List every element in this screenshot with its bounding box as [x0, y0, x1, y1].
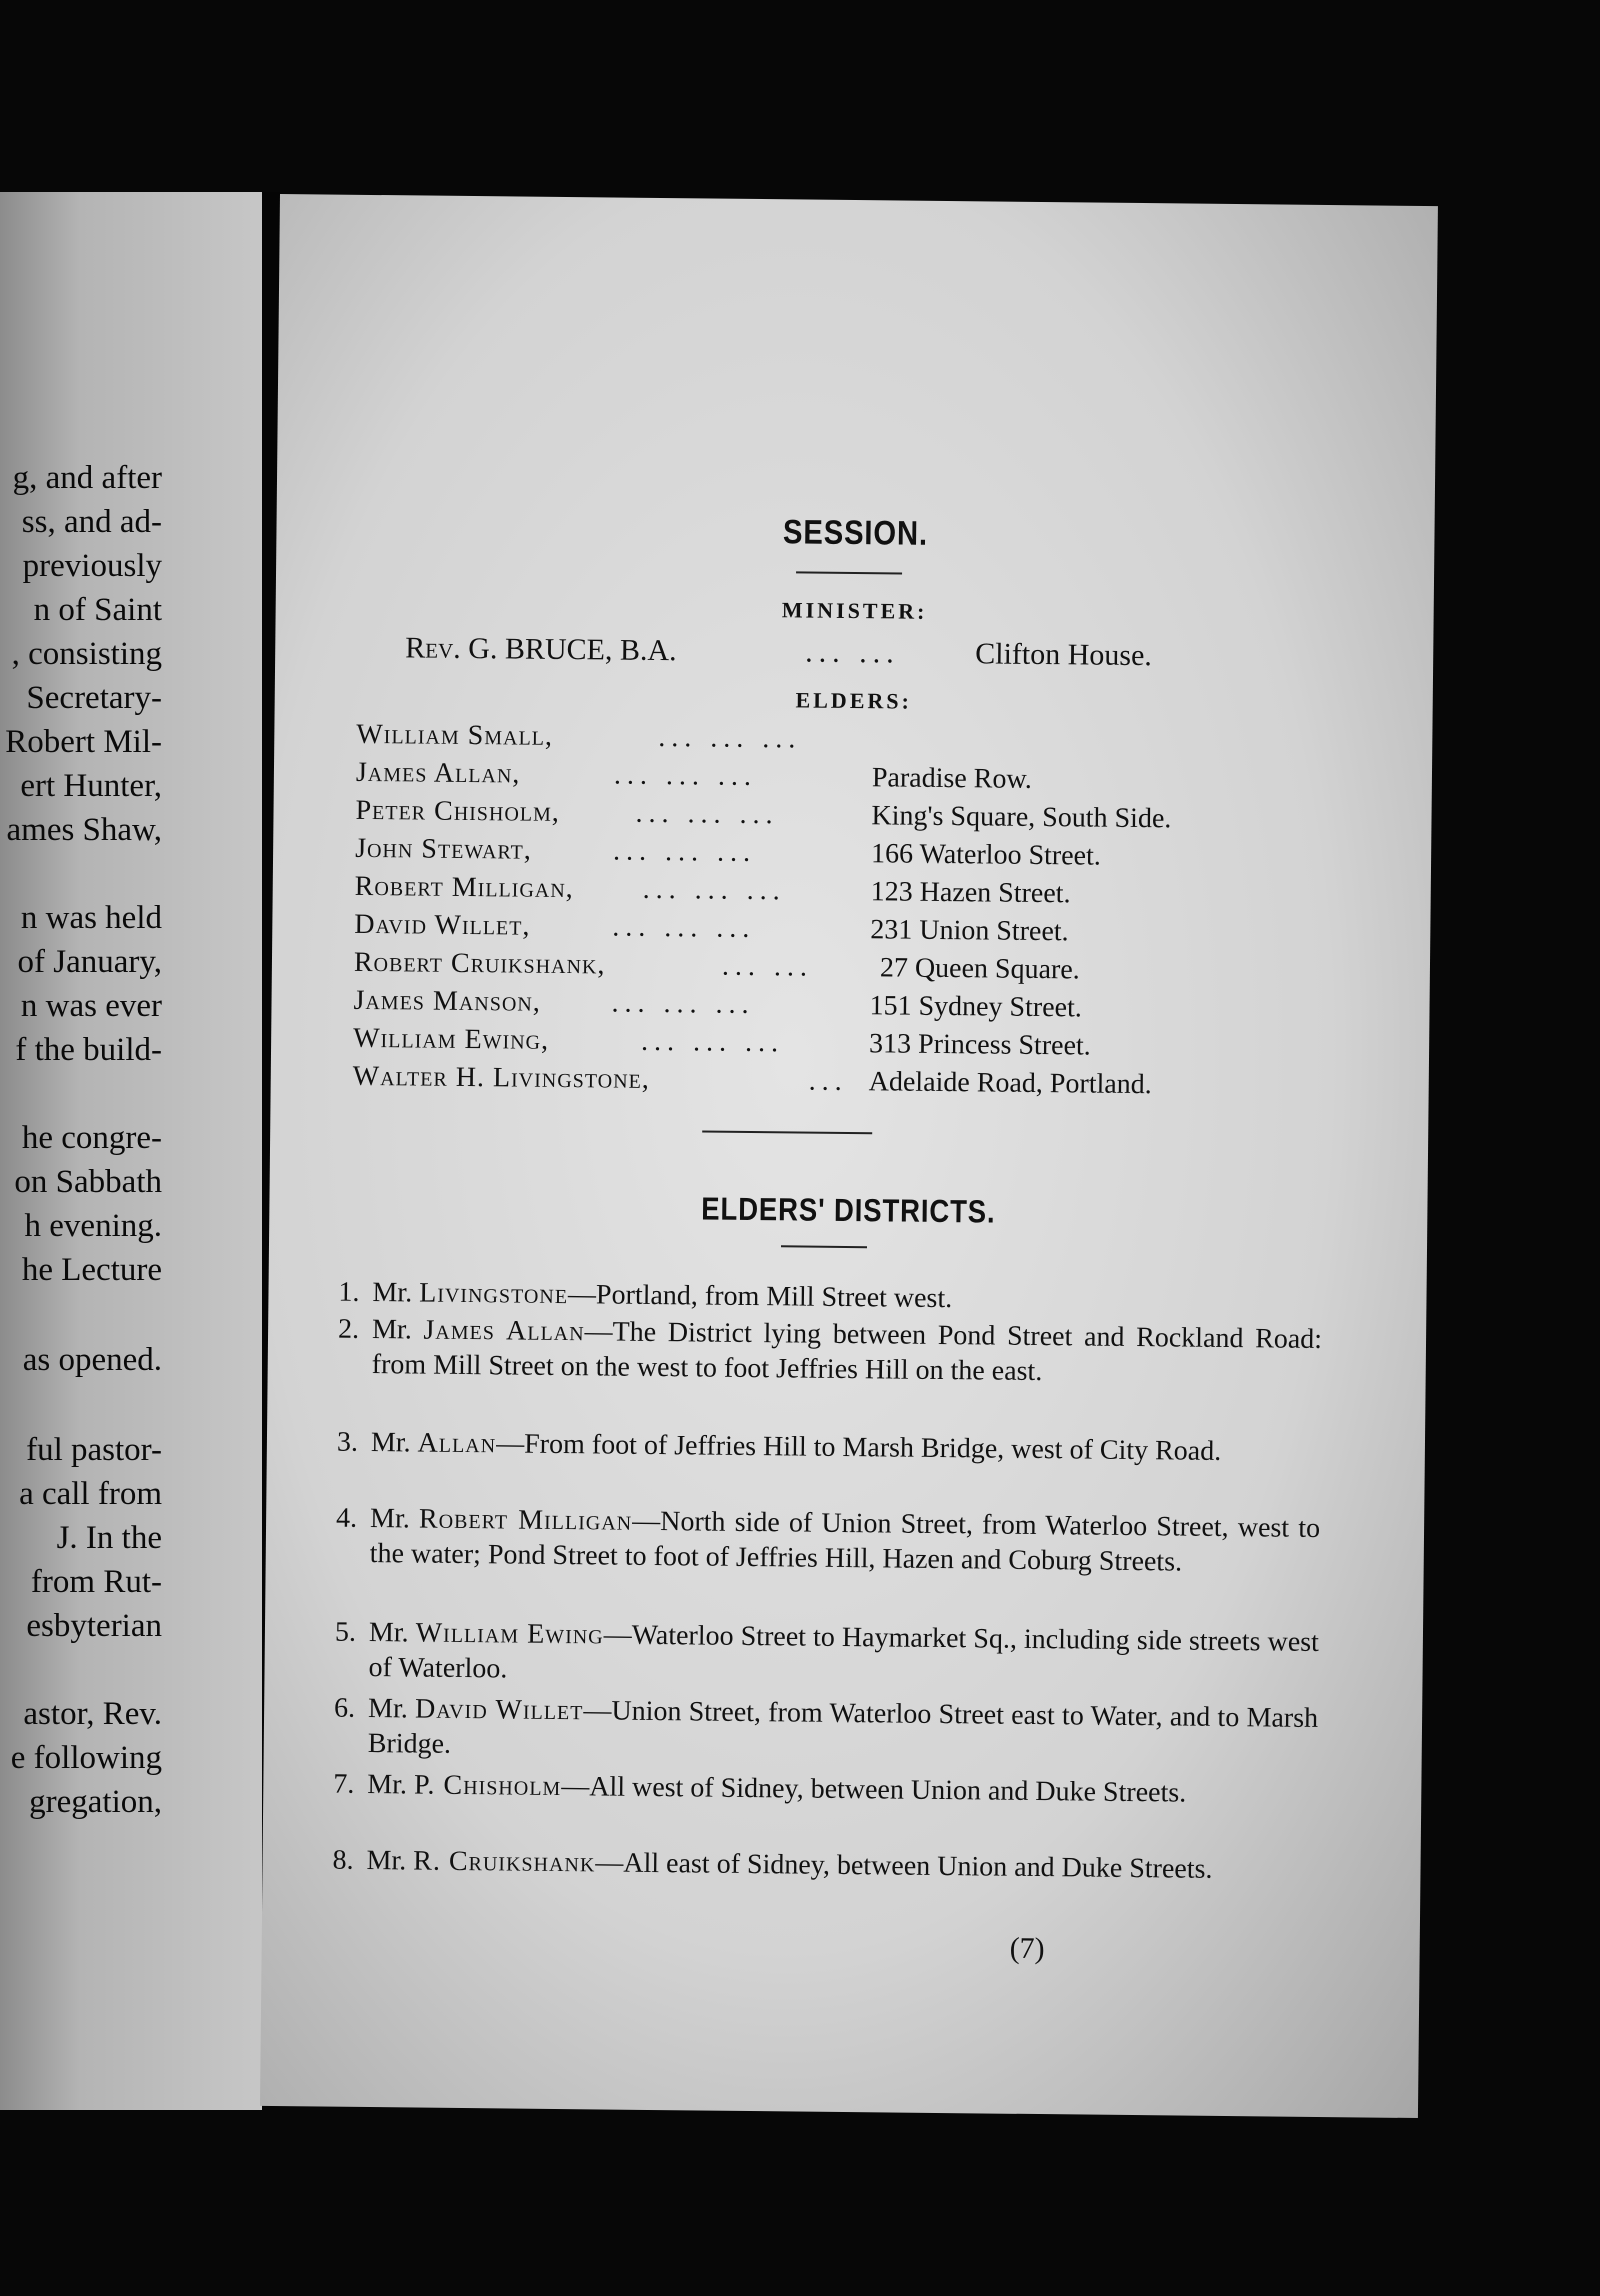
left-page-line: ful pastor-	[26, 1432, 162, 1468]
district-number: 6.	[333, 1692, 356, 1724]
document-page	[260, 194, 1438, 2118]
district-text	[366, 1843, 1316, 1888]
elder-address: King's Square, South Side.	[871, 800, 1172, 835]
district-item	[335, 1501, 1346, 1578]
left-page-line: ames Shaw,	[6, 812, 162, 848]
minister-label: MINISTER:	[781, 597, 928, 624]
district-elder: R. Cruikshank	[413, 1845, 596, 1879]
elder-address: 231 Union Street.	[870, 914, 1069, 948]
district-description: —Portland, from Mill Street west.	[567, 1279, 953, 1315]
district-description: —The District lying between Pond Street and Rockland Road: from Mill Street on the west to foot Jeffries Hill on the east.	[371, 1316, 1323, 1388]
left-page-line: he Lecture	[21, 1252, 162, 1288]
elders-label: ELDERS:	[795, 687, 913, 714]
elder-name: James Manson,	[353, 984, 541, 1018]
elder-name: James Allan,	[355, 756, 521, 790]
district-elder: James Allan	[423, 1314, 585, 1348]
left-page-line: e following	[10, 1740, 162, 1776]
heading-rule	[781, 1245, 867, 1248]
elder-dots: ... ...	[721, 950, 814, 983]
district-prefix: Mr.	[370, 1427, 411, 1459]
elder-name: William Ewing,	[353, 1022, 550, 1056]
elder-dots: ...	[808, 1065, 848, 1097]
district-number: 1.	[338, 1276, 360, 1308]
district-number: 5.	[334, 1616, 357, 1648]
elder-dots: ... ... ...	[640, 1025, 785, 1059]
district-prefix: Mr.	[369, 1503, 410, 1535]
district-description: —From foot of Jeffries Hill to Marsh Bridge, west of City Road.	[495, 1428, 1222, 1467]
left-page-line: h evening.	[24, 1208, 162, 1244]
minister-address: Clifton House.	[975, 637, 1153, 673]
left-page-line: he congre-	[21, 1120, 162, 1156]
district-number: 7.	[333, 1768, 355, 1800]
elder-address: 123 Hazen Street.	[870, 876, 1071, 910]
district-description: —All east of Sidney, between Union and Duke Streets.	[595, 1847, 1213, 1885]
elder-name: Robert Milligan,	[354, 870, 574, 905]
minister-dots: ... ...	[805, 635, 900, 670]
left-page-line: f the build-	[15, 1032, 162, 1068]
district-text	[368, 1691, 1319, 1771]
left-page-line: n was held	[20, 900, 162, 936]
minister-name: Rev. G. BRUCE, B.A.	[405, 631, 677, 668]
elder-address: 166 Waterloo Street.	[870, 838, 1102, 872]
left-page-line: ss, and ad-	[21, 504, 162, 540]
elder-address: 27 Queen Square.	[879, 952, 1080, 986]
district-elder: Robert Milligan	[418, 1503, 633, 1537]
district-text	[368, 1615, 1319, 1695]
district-description: —All west of Sidney, between Union and Duke Streets.	[561, 1771, 1187, 1809]
district-elder: Allan	[417, 1427, 497, 1460]
heading-rule	[796, 571, 902, 574]
left-page-line: from Rut-	[30, 1564, 162, 1600]
elder-name: Robert Cruikshank,	[353, 946, 606, 981]
left-page-line: on Sabbath	[14, 1164, 162, 1200]
elder-name: Peter Chisholm,	[355, 794, 561, 828]
left-page-line: as opened.	[22, 1342, 162, 1378]
district-number: 2.	[337, 1313, 360, 1345]
districts-heading: ELDERS' DISTRICTS.	[701, 1190, 996, 1230]
left-page-line: of January,	[17, 944, 162, 980]
district-description: —North side of Union Street, from Waterloo Street, west to the water; Pond Street to foot of Jeffries Hill, Hazen and Coburg Streets.	[369, 1505, 1321, 1578]
district-prefix: Mr.	[372, 1277, 413, 1309]
left-page-line: n was ever	[20, 988, 162, 1024]
district-number: 8.	[332, 1844, 354, 1876]
elder-name: Walter H. Livingstone,	[352, 1060, 651, 1095]
district-number: 4.	[335, 1502, 358, 1534]
elder-dots: ... ... ...	[642, 873, 786, 907]
elder-dots: ... ... ...	[612, 835, 757, 869]
left-page-line: g, and after	[12, 460, 162, 496]
elder-dots: ... ... ...	[612, 911, 756, 945]
district-description: —Union Street, from Waterloo Street east to Water, and to Marsh Bridge.	[367, 1695, 1319, 1760]
district-item	[336, 1425, 1347, 1467]
district-text	[367, 1767, 1317, 1812]
district-elder: P. Chisholm	[413, 1769, 562, 1803]
left-page-line: Robert Mil-	[5, 724, 162, 760]
elder-address: Paradise Row.	[871, 762, 1033, 795]
left-page-line: astor, Rev.	[23, 1696, 162, 1732]
district-elder: David Willet	[414, 1693, 584, 1727]
district-text	[372, 1312, 1323, 1392]
left-page-line: previously	[22, 548, 162, 584]
elder-name: William Small,	[356, 718, 554, 752]
elder-dots: ... ... ...	[611, 987, 755, 1021]
district-description: —Waterloo Street to Haymarket Sq., including side streets west of Waterloo.	[368, 1619, 1320, 1685]
left-page-line: Secretary-	[26, 680, 162, 716]
district-item	[334, 1615, 1345, 1685]
elder-dots: ... ... ...	[658, 721, 802, 755]
district-item	[338, 1275, 1349, 1315]
district-text	[371, 1425, 1321, 1470]
district-elder: William Ewing	[415, 1617, 604, 1651]
left-page-line: , consisting	[11, 636, 162, 672]
elder-address: 313 Princess Street.	[868, 1028, 1091, 1062]
left-page-line: n of Saint	[33, 592, 162, 628]
district-prefix: Mr.	[367, 1769, 408, 1801]
left-page-line: a call from	[19, 1476, 162, 1512]
section-divider	[702, 1130, 872, 1134]
left-page-line: ert Hunter,	[20, 768, 162, 804]
left-page-line: gregation,	[29, 1784, 162, 1820]
district-text	[370, 1501, 1321, 1581]
left-page-line: J. In the	[56, 1520, 162, 1556]
elder-name: David Willet,	[354, 908, 531, 942]
district-prefix: Mr.	[366, 1844, 407, 1877]
district-number: 3.	[336, 1426, 359, 1458]
district-elder: Livingstone	[419, 1277, 569, 1311]
page-number: (7)	[1009, 1931, 1045, 1966]
district-prefix: Mr.	[367, 1693, 408, 1725]
elder-address: 151 Sydney Street.	[869, 990, 1082, 1024]
elder-name: John Stewart,	[354, 832, 533, 866]
district-prefix: Mr.	[371, 1314, 412, 1346]
district-item	[332, 1843, 1343, 1885]
district-prefix: Mr.	[368, 1617, 409, 1649]
left-page-line: esbyterian	[26, 1608, 162, 1644]
minister-line	[275, 630, 1433, 682]
elder-dots: ... ... ...	[613, 759, 758, 793]
elder-address: Adelaide Road, Portland.	[868, 1066, 1152, 1101]
session-heading: SESSION.	[782, 513, 929, 553]
facing-page-left	[0, 192, 266, 2110]
elder-dots: ... ... ...	[635, 797, 779, 831]
